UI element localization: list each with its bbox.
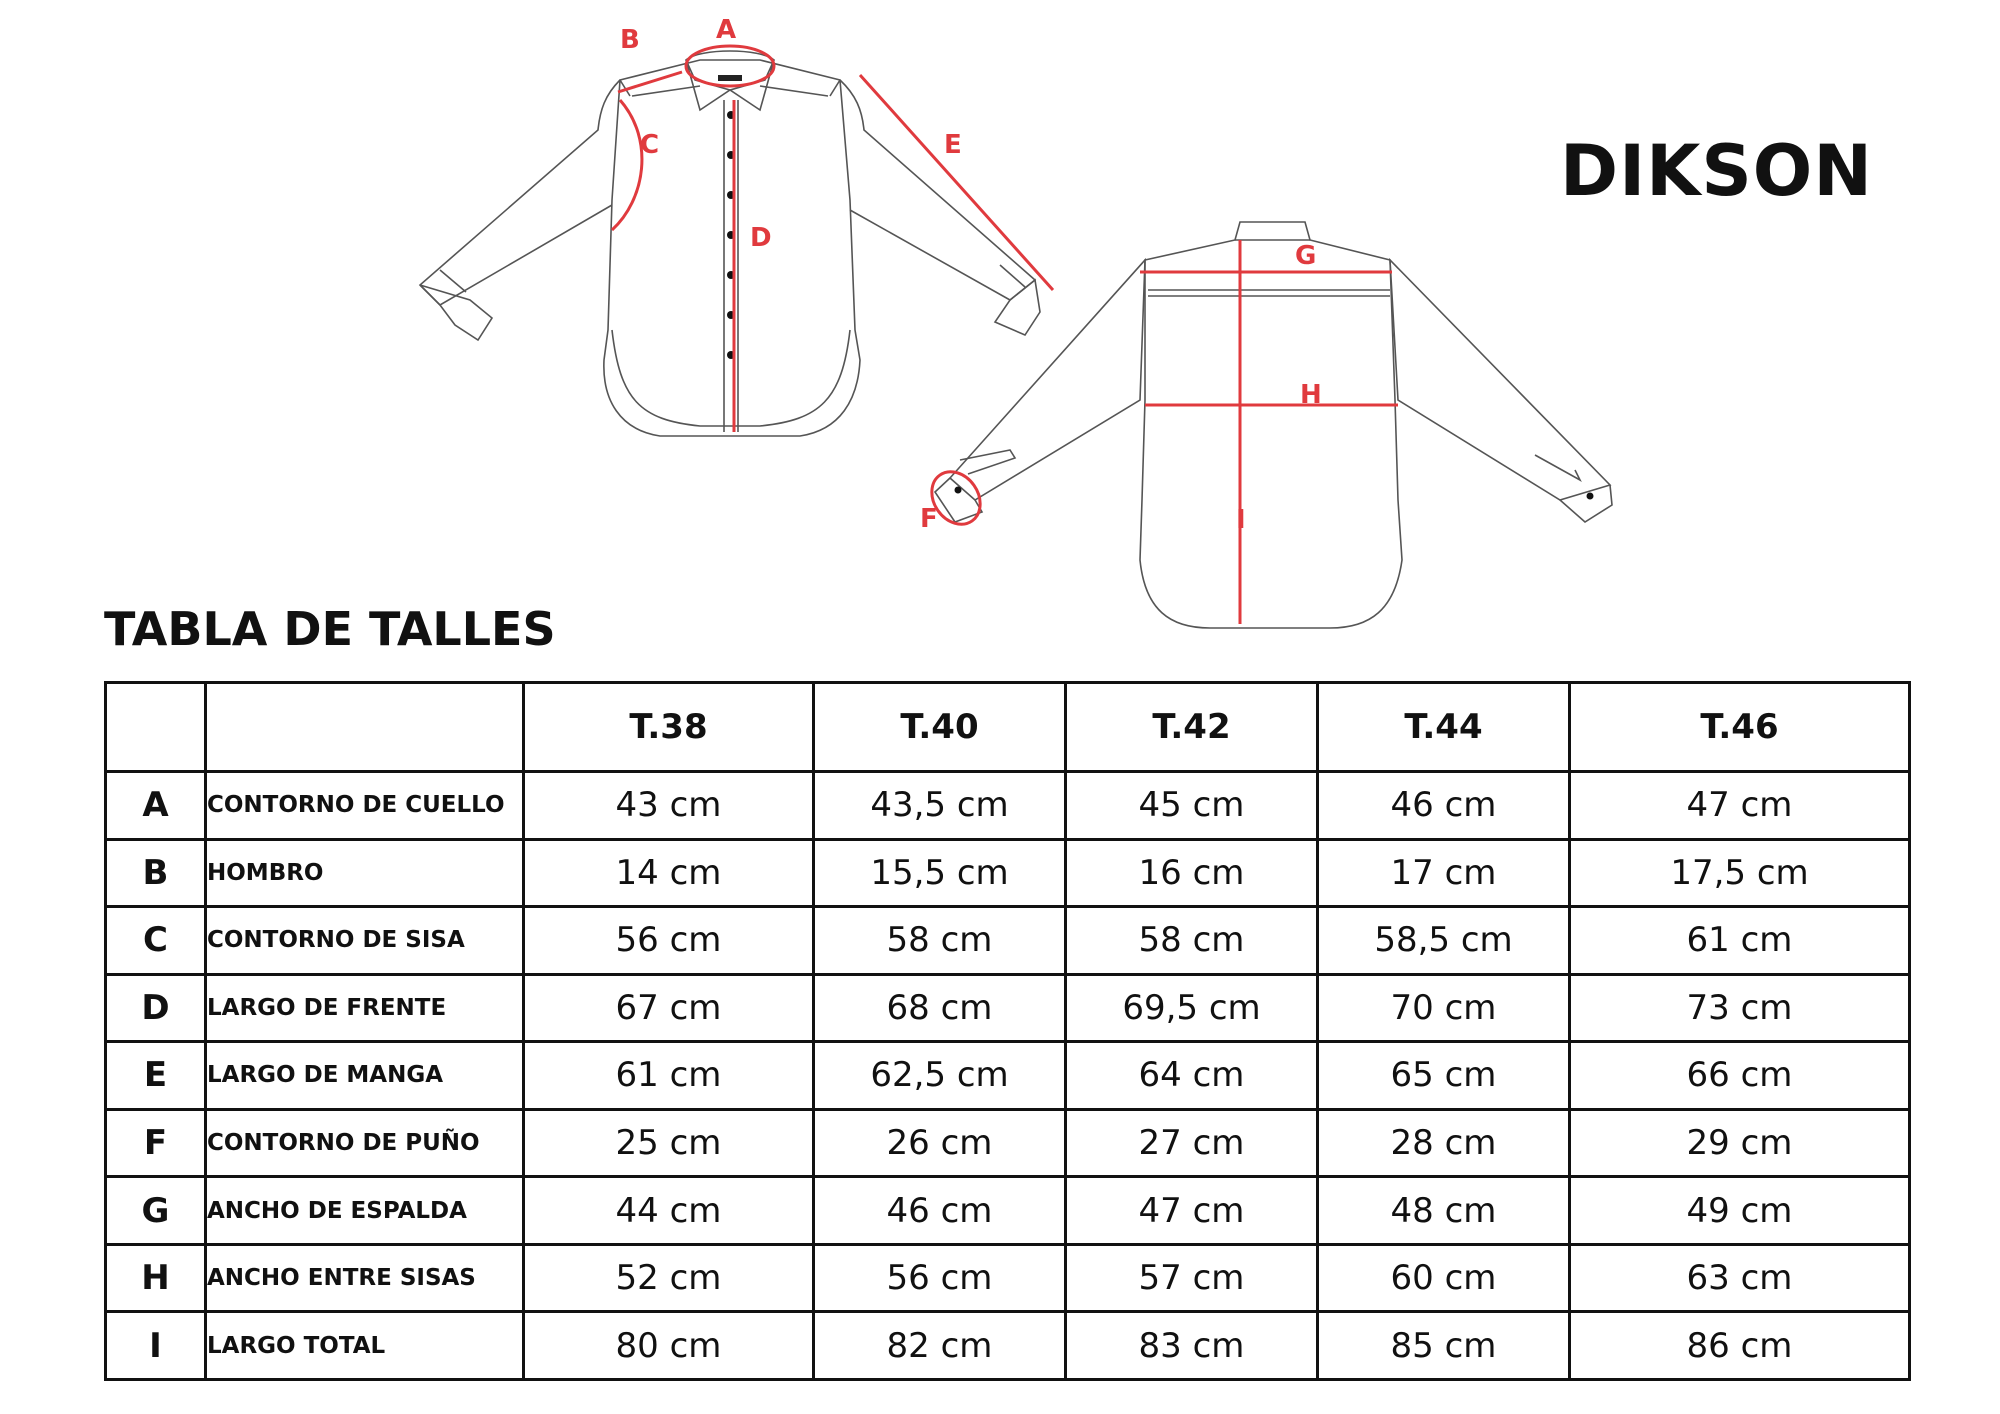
cell-value: 67 cm <box>524 974 814 1042</box>
cell-value: 73 cm <box>1570 974 1910 1042</box>
row-measure: CONTORNO DE SISA <box>206 907 524 975</box>
cell-value: 82 cm <box>814 1312 1066 1380</box>
cell-value: 85 cm <box>1318 1312 1570 1380</box>
measure-e-sleeve-length-line <box>860 75 1053 290</box>
cell-value: 58,5 cm <box>1318 907 1570 975</box>
cell-value: 64 cm <box>1066 1042 1318 1110</box>
table-row <box>106 1177 1910 1245</box>
cell-value: 56 cm <box>814 1244 1066 1312</box>
cell-value: 25 cm <box>524 1109 814 1177</box>
cell-value: 58 cm <box>1066 907 1318 975</box>
measure-b-shoulder-line <box>618 72 682 92</box>
cell-value: 47 cm <box>1066 1177 1318 1245</box>
row-letter: A <box>106 772 206 840</box>
cell-value: 14 cm <box>524 839 814 907</box>
cell-value: 45 cm <box>1066 772 1318 840</box>
cell-value: 29 cm <box>1570 1109 1910 1177</box>
cell-value: 28 cm <box>1318 1109 1570 1177</box>
table-row <box>106 772 1910 840</box>
row-measure: CONTORNO DE PUÑO <box>206 1109 524 1177</box>
row-measure: LARGO TOTAL <box>206 1312 524 1380</box>
cell-value: 56 cm <box>524 907 814 975</box>
header-measure <box>206 683 524 772</box>
row-letter: B <box>106 839 206 907</box>
cell-value: 27 cm <box>1066 1109 1318 1177</box>
row-measure: ANCHO ENTRE SISAS <box>206 1244 524 1312</box>
cell-value: 52 cm <box>524 1244 814 1312</box>
cell-value: 26 cm <box>814 1109 1066 1177</box>
row-measure: CONTORNO DE CUELLO <box>206 772 524 840</box>
table-row <box>106 839 1910 907</box>
cell-value: 70 cm <box>1318 974 1570 1042</box>
cell-value: 86 cm <box>1570 1312 1910 1380</box>
header-size-46: T.46 <box>1570 683 1910 772</box>
cell-value: 43 cm <box>524 772 814 840</box>
front-shirt-drawing <box>420 51 1040 436</box>
cell-value: 46 cm <box>1318 772 1570 840</box>
cell-value: 44 cm <box>524 1177 814 1245</box>
row-measure: ANCHO DE ESPALDA <box>206 1177 524 1245</box>
cell-value: 80 cm <box>524 1312 814 1380</box>
table-header-row <box>106 683 1910 772</box>
row-letter: F <box>106 1109 206 1177</box>
table-row <box>106 974 1910 1042</box>
measure-c-armhole-arc <box>612 100 642 230</box>
back-shirt-drawing <box>935 222 1612 628</box>
cell-value: 69,5 cm <box>1066 974 1318 1042</box>
table-row <box>106 907 1910 975</box>
cell-value: 61 cm <box>1570 907 1910 975</box>
cell-value: 16 cm <box>1066 839 1318 907</box>
label-h: H <box>1300 380 1322 410</box>
header-size-38: T.38 <box>524 683 814 772</box>
cell-value: 66 cm <box>1570 1042 1910 1110</box>
cell-value: 17,5 cm <box>1570 839 1910 907</box>
cell-value: 46 cm <box>814 1177 1066 1245</box>
cell-value: 61 cm <box>524 1042 814 1110</box>
label-a: A <box>716 15 737 45</box>
label-d: D <box>750 223 772 253</box>
size-table <box>104 681 1911 1381</box>
cell-value: 60 cm <box>1318 1244 1570 1312</box>
row-letter: C <box>106 907 206 975</box>
cell-value: 43,5 cm <box>814 772 1066 840</box>
label-c: C <box>640 130 660 160</box>
label-f: F <box>920 504 938 534</box>
label-b: B <box>620 25 640 55</box>
cell-value: 49 cm <box>1570 1177 1910 1245</box>
table-row <box>106 1244 1910 1312</box>
row-letter: H <box>106 1244 206 1312</box>
back-left-cuff-button <box>955 487 962 494</box>
header-size-42: T.42 <box>1066 683 1318 772</box>
table-row <box>106 1109 1910 1177</box>
row-letter: G <box>106 1177 206 1245</box>
header-letter <box>106 683 206 772</box>
label-i: I <box>1236 505 1246 535</box>
cell-value: 62,5 cm <box>814 1042 1066 1110</box>
shirt-diagrams <box>0 0 2000 640</box>
row-letter: D <box>106 974 206 1042</box>
row-measure: LARGO DE MANGA <box>206 1042 524 1110</box>
cell-value: 15,5 cm <box>814 839 1066 907</box>
label-g: G <box>1295 241 1317 271</box>
table-row <box>106 1312 1910 1380</box>
header-size-40: T.40 <box>814 683 1066 772</box>
row-letter: I <box>106 1312 206 1380</box>
row-measure: HOMBRO <box>206 839 524 907</box>
back-right-cuff-button <box>1587 493 1594 500</box>
cell-value: 65 cm <box>1318 1042 1570 1110</box>
cell-value: 83 cm <box>1066 1312 1318 1380</box>
brand-logo: DIKSON <box>1560 130 1873 212</box>
cell-value: 47 cm <box>1570 772 1910 840</box>
label-e: E <box>944 130 962 160</box>
table-title: TABLA DE TALLES <box>104 602 556 656</box>
header-size-44: T.44 <box>1318 683 1570 772</box>
row-measure: LARGO DE FRENTE <box>206 974 524 1042</box>
table-row <box>106 1042 1910 1110</box>
cell-value: 68 cm <box>814 974 1066 1042</box>
row-letter: E <box>106 1042 206 1110</box>
cell-value: 57 cm <box>1066 1244 1318 1312</box>
cell-value: 63 cm <box>1570 1244 1910 1312</box>
cell-value: 58 cm <box>814 907 1066 975</box>
cell-value: 48 cm <box>1318 1177 1570 1245</box>
cell-value: 17 cm <box>1318 839 1570 907</box>
